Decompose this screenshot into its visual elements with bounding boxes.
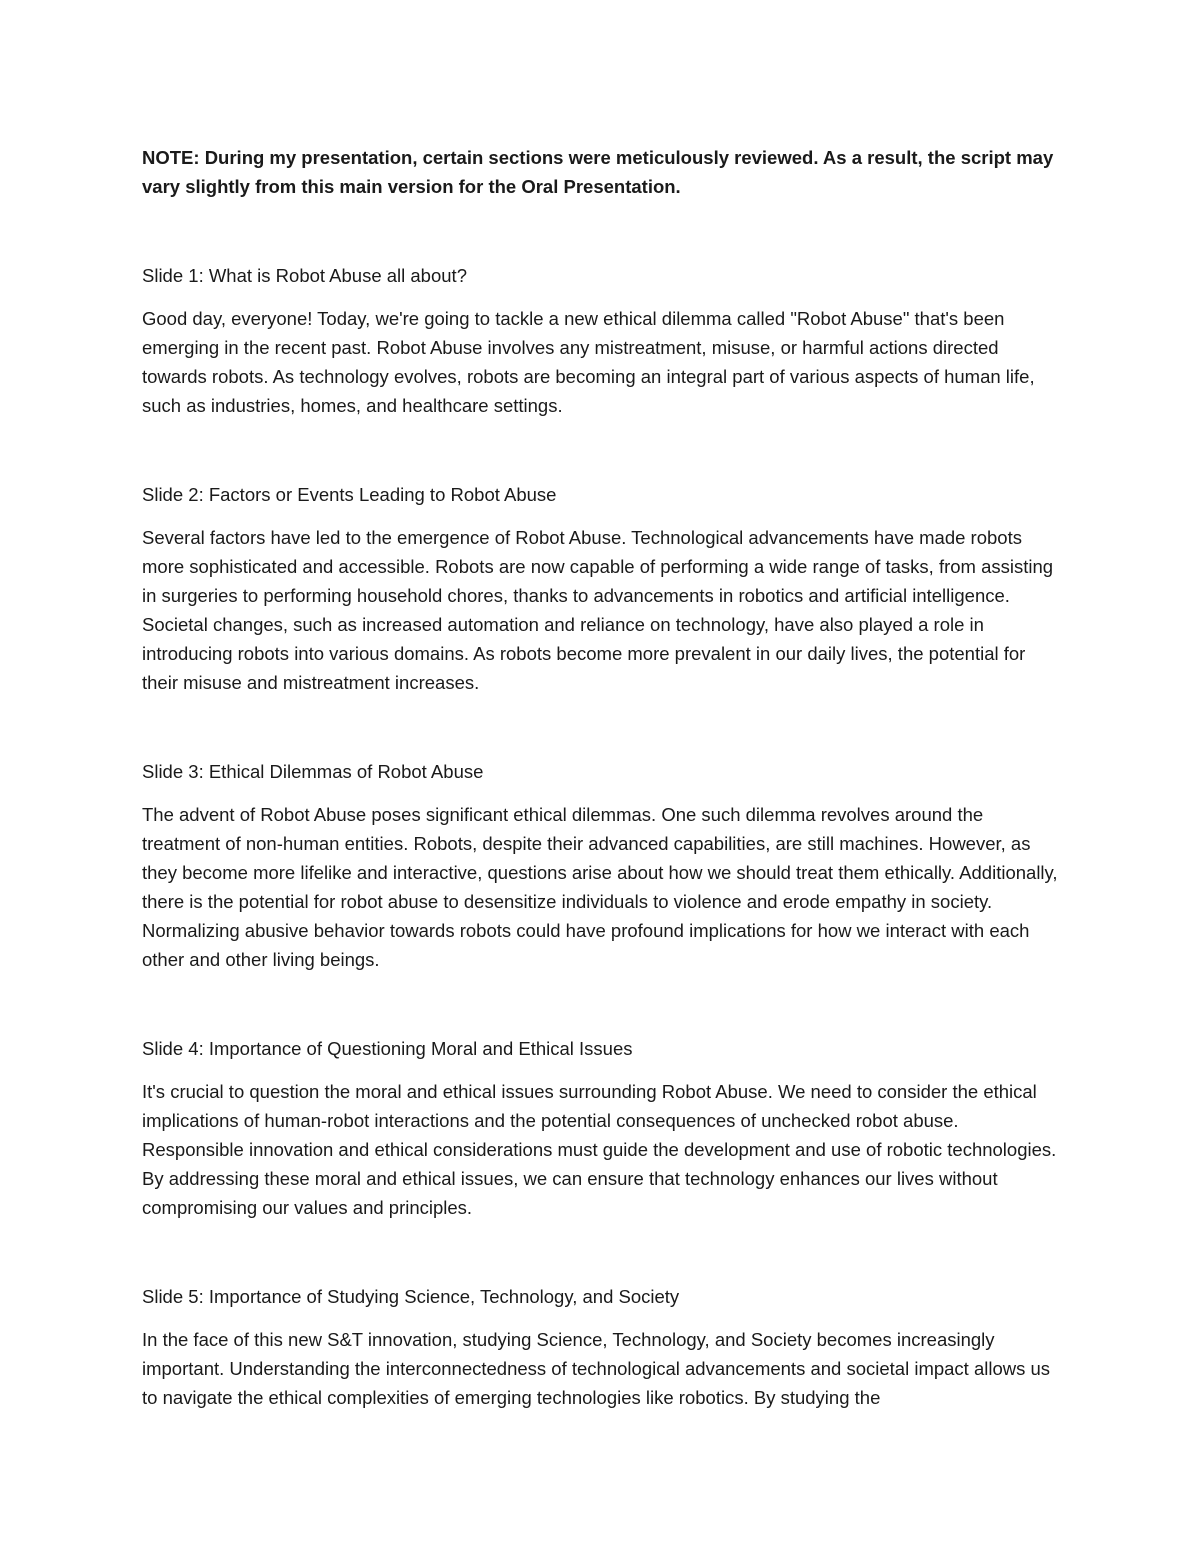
slide-body: It's crucial to question the moral and ethical issues surrounding Robot Abuse. We need to consider the ethical implications of human-robot interactions and the potential consequences of unchecked robot abuse. Responsible innovation and ethical considerations must guide the development and use of robotic technologies. By addressing these moral and ethical issues, we can ensure that technology enhances our lives without compromising our values and principles. bbox=[142, 1081, 1057, 1218]
slide-section-4 bbox=[142, 1034, 1060, 1222]
slide-body: Good day, everyone! Today, we're going to tackle a new ethical dilemma called "Robot Abuse" that's been emerging in the recent past. Robot Abuse involves any mistreatment, misuse, or harmful actions directed towards robots. As technology evolves, robots are becoming an integral part of various aspects of human life, such as industries, homes, and healthcare settings. bbox=[142, 308, 1035, 416]
document-content bbox=[142, 143, 1060, 1472]
slide-title: Slide 3: Ethical Dilemmas of Robot Abuse bbox=[142, 761, 484, 782]
slide-body: Several factors have led to the emergence of Robot Abuse. Technological advancements have made robots more sophisticated and accessible. Robots are now capable of performing a wide range of tasks, from assisting in surgeries to performing household chores, thanks to advancements in robotics and artificial intelligence. Societal changes, such as increased automation and reliance on technology, have also played a role in introducing robots into various domains. As robots become more prevalent in our daily lives, the potential for their misuse and mistreatment increases. bbox=[142, 527, 1054, 693]
slide-section-3 bbox=[142, 757, 1060, 974]
slide-title: Slide 1: What is Robot Abuse all about? bbox=[142, 265, 467, 286]
slide-section-5 bbox=[142, 1282, 1060, 1412]
slide-body: In the face of this new S&T innovation, studying Science, Technology, and Society becomes increasingly important. Understanding the interconnectedness of technological advancements and societal impact allows us to navigate the ethical complexities of emerging technologies like robotics. By studying the bbox=[142, 1329, 1051, 1408]
presentation-note: NOTE: During my presentation, certain sections were meticulously reviewed. As a result, the script may vary slightly from this main version for the Oral Presentation. bbox=[142, 147, 1054, 197]
slide-section-2 bbox=[142, 480, 1060, 697]
slide-title: Slide 5: Importance of Studying Science, Technology, and Society bbox=[142, 1286, 680, 1307]
slide-title: Slide 2: Factors or Events Leading to Robot Abuse bbox=[142, 484, 557, 505]
slide-section-1 bbox=[142, 261, 1060, 420]
slide-body: The advent of Robot Abuse poses significant ethical dilemmas. One such dilemma revolves around the treatment of non-human entities. Robots, despite their advanced capabilities, are still machines. However, as they become more lifelike and interactive, questions arise about how we should treat them ethically. Additionally, there is the potential for robot abuse to desensitize individuals to violence and erode empathy in society. Normalizing abusive behavior towards robots could have profound implications for how we interact with each other and other living beings. bbox=[142, 804, 1058, 970]
slide-title: Slide 4: Importance of Questioning Moral and Ethical Issues bbox=[142, 1038, 633, 1059]
